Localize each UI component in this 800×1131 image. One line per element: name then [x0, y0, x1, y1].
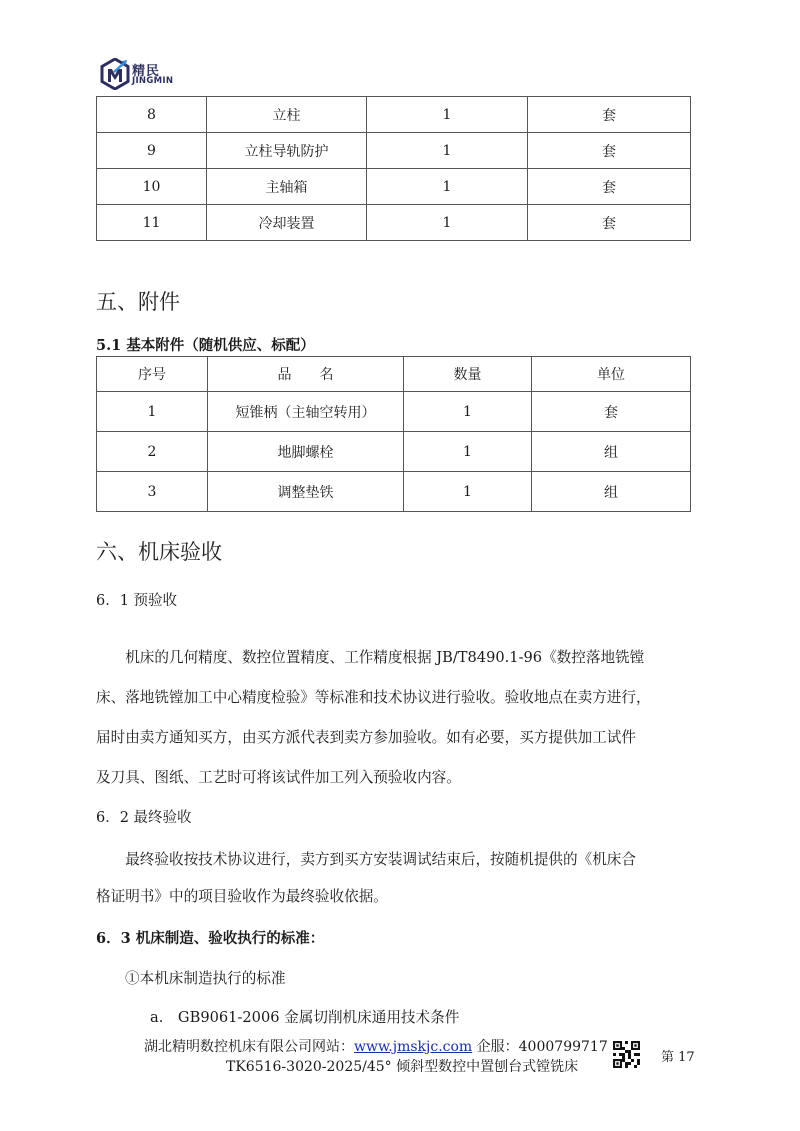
cell-name: 地脚螺栓: [208, 432, 404, 472]
cell-name: 冷却装置: [207, 205, 367, 241]
logo-text-en: JINGMIN: [132, 76, 174, 86]
cell-qty: 1: [367, 133, 528, 169]
cell-name: 短锥柄（主轴空转用）: [208, 392, 404, 432]
paragraph-line: 机床的几何精度、数控位置精度、工作精度根据 JB/T8490.1-96《数控落地铣镗: [96, 649, 645, 666]
cell-qty: 1: [404, 392, 532, 432]
qr-code-icon: [613, 1041, 640, 1068]
table-row: [97, 169, 691, 205]
cell-unit: 套: [528, 169, 691, 205]
table-row: [97, 432, 691, 472]
table-row: [97, 97, 691, 133]
website-link[interactable]: www.jmskjc.com: [354, 1039, 473, 1055]
parts-table: [96, 96, 691, 241]
cell-qty: 1: [404, 472, 532, 512]
header-qty: 数量: [404, 357, 532, 392]
cell-unit: 组: [532, 472, 691, 512]
table-row: [97, 133, 691, 169]
cell-unit: 套: [528, 205, 691, 241]
cell-no: 1: [97, 392, 208, 432]
paragraph-line: 格证明书》中的项目验收作为最终验收依据。: [96, 888, 388, 905]
cell-no: 3: [97, 472, 208, 512]
cell-no: 9: [97, 133, 207, 169]
table-row: [97, 205, 691, 241]
paragraph-line: 床、落地铣镗加工中心精度检验》等标准和技术协议进行验收。验收地点在卖方进行，: [96, 689, 651, 706]
header-no: 序号: [97, 357, 208, 392]
cell-unit: 套: [532, 392, 691, 432]
cell-no: 8: [97, 97, 207, 133]
cell-no: 2: [97, 432, 208, 472]
cell-name: 主轴箱: [207, 169, 367, 205]
footer-line-1: [144, 1036, 608, 1056]
table-header-row: [97, 357, 691, 392]
page-number: 第 17: [661, 1050, 695, 1065]
list-item: a. GB9061-2006 金属切削机床通用技术条件: [150, 1009, 460, 1026]
cell-qty: 1: [367, 97, 528, 133]
list-item: ①本机床制造执行的标准: [125, 970, 286, 987]
cell-unit: 套: [528, 97, 691, 133]
paragraph-line: 最终验收按技术协议进行，卖方到买方安装调试结束后，按随机提供的《机床合: [96, 851, 636, 868]
section-6-3-heading: 6．3 机床制造、验收执行的标准：: [96, 930, 325, 947]
section-6-2-heading: 6．2 最终验收: [96, 810, 192, 826]
cell-qty: 1: [367, 169, 528, 205]
logo-hexagon-icon: [100, 58, 130, 90]
footer-service: 企服：4000799717: [472, 1039, 608, 1055]
cell-name: 调整垫铁: [208, 472, 404, 512]
table-row: [97, 392, 691, 432]
accessories-table: [96, 356, 691, 512]
footer-line-2: TK6516-3020-2025/45° 倾斜型数控中置刨台式镗铣床: [226, 1059, 579, 1075]
cell-name: 立柱导轨防护: [207, 133, 367, 169]
cell-no: 10: [97, 169, 207, 205]
table-row: [97, 472, 691, 512]
cell-qty: 1: [367, 205, 528, 241]
paragraph-line: 届时由卖方通知买方，由买方派代表到卖方参加验收。如有必要，买方提供加工试件: [96, 729, 636, 746]
section-5-title: 五、附件: [96, 290, 180, 314]
logo-text-cn: 精民: [132, 64, 161, 79]
section-6-title: 六、机床验收: [96, 540, 222, 564]
header-name: 品 名: [208, 357, 404, 392]
company-logo: [100, 58, 190, 92]
cell-name: 立柱: [207, 97, 367, 133]
paragraph-line: 及刀具、图纸、工艺时可将该试件加工列入预验收内容。: [96, 769, 461, 786]
section-6-1-heading: 6．1 预验收: [96, 593, 178, 609]
cell-unit: 组: [532, 432, 691, 472]
header-unit: 单位: [532, 357, 691, 392]
footer-company: 湖北精明数控机床有限公司网站：: [144, 1039, 354, 1055]
section-5-1-heading: 5.1 基本附件（随机供应、标配）: [96, 337, 315, 354]
cell-no: 11: [97, 205, 207, 241]
cell-unit: 套: [528, 133, 691, 169]
cell-qty: 1: [404, 432, 532, 472]
